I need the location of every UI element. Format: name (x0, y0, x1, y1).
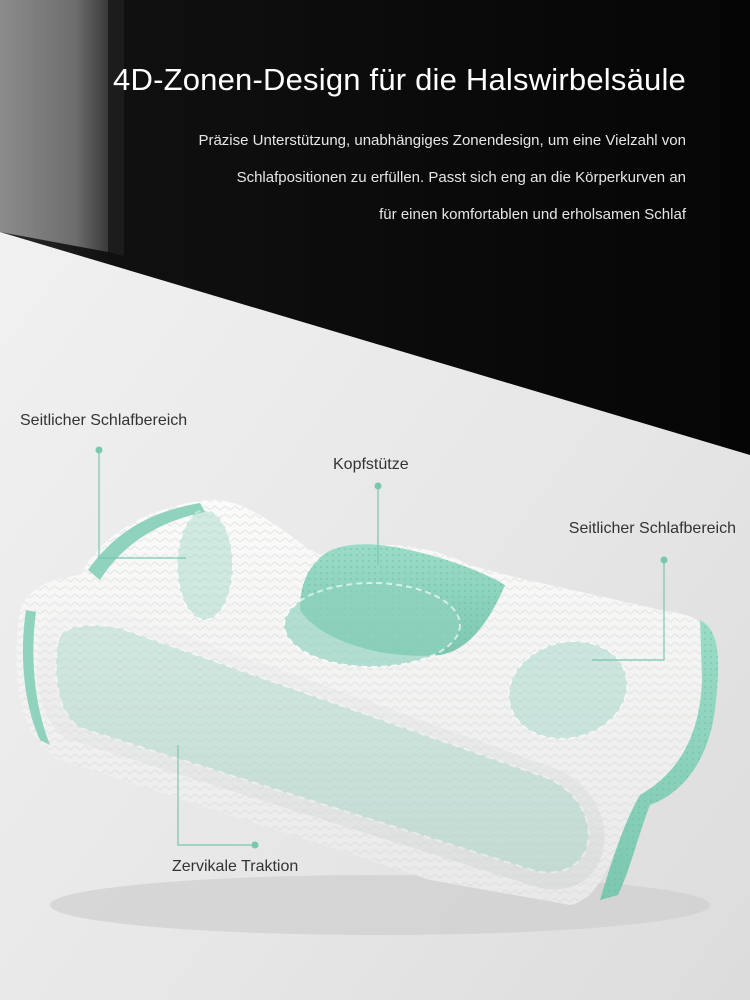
description-line: Präzise Unterstützung, unabhängiges Zonendesign, um eine Vielzahl von (198, 132, 686, 149)
description-line: Schlafpositionen zu erfüllen. Passt sich eng an die Körperkurven an (236, 169, 686, 186)
label-head-rest: Kopfstütze (333, 456, 409, 473)
label-side-sleep-left: Seitlicher Schlafbereich (20, 412, 188, 429)
description-line: für einen komfortablen und erholsamen Schlaf (379, 206, 686, 223)
label-cervical-traction: Zervikale Traktion (172, 858, 299, 875)
description (66, 122, 686, 233)
headline: 4D-Zonen-Design für die Halswirbelsäule (113, 62, 686, 97)
label-side-sleep-right: Seitlicher Schlafbereich (568, 520, 736, 537)
